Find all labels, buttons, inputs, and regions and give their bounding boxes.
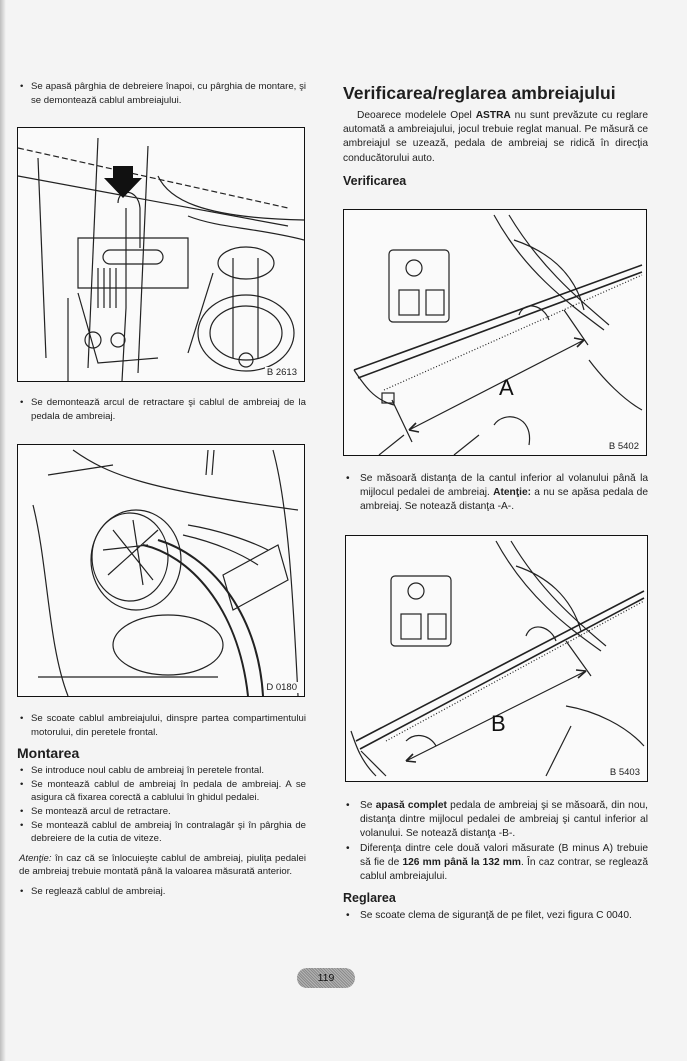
montarea-bullet: • Se montează cablul de ambreiaj în pedala de ambreiaj. A se asigura că fixarea corectă a cablului în ghidul pedalei. xyxy=(19,778,306,805)
bullet-text: • Se apasă pârghia de debreiere înapoi, cu pârghia de montare, şi se demontează cablul ambreiajului. xyxy=(19,80,306,107)
bullet-text: Diferenţa dintre cele două valori măsurate (B minus A) trebuie să fie de xyxy=(360,842,648,868)
left-after-fig2 xyxy=(19,712,306,899)
clutch-lever-illustration xyxy=(18,128,304,381)
measure-distance-a-illustration xyxy=(344,210,646,455)
right-after-fig3 xyxy=(343,472,648,515)
page-binding-shadow xyxy=(0,0,6,1061)
bullet-measure-b xyxy=(343,799,648,842)
bullet-measure-a xyxy=(343,472,648,515)
dimension-label-a: A xyxy=(499,375,514,400)
right-after-fig4 xyxy=(343,799,648,923)
figure-b2613 xyxy=(17,127,305,382)
figure-label: B 5402 xyxy=(608,441,639,452)
final-bullet: • Se reglează cablul de ambreiaj. xyxy=(19,885,306,899)
bullet-difference xyxy=(343,842,648,885)
atentie-bold: Atenţie: xyxy=(493,487,532,499)
reglarea-bullet: • Se scoate clema de siguranţă de pe filet, vezi figura C 0040. xyxy=(343,909,648,923)
figure-d0180 xyxy=(17,444,305,697)
bullet-text-cont: pedala de ambreiaj şi se măsoară, din nou, distanţa dintre mijlocul pedalei de ambreiaj şi cantul inferior al volanului. Se notează distanţa -B-. xyxy=(360,800,648,840)
bold-text: apasă complet xyxy=(375,800,447,811)
montarea-bullet: • Se introduce noul cablu de ambreiaj în peretele frontal. xyxy=(19,764,306,778)
montarea-bullet: • Se montează arcul de retractare. xyxy=(19,805,306,819)
figure-label: D 0180 xyxy=(266,682,297,693)
cable-firewall-illustration xyxy=(18,445,304,696)
bullet-text: Se xyxy=(360,800,376,811)
measure-distance-b-illustration xyxy=(346,536,647,781)
page-number: 119 xyxy=(297,968,355,988)
figure-label: B 5403 xyxy=(609,767,640,778)
figure-b5402 xyxy=(343,209,647,456)
section-title: Verificarea/reglarea ambreiajului xyxy=(343,83,616,103)
bullet-text-cont: . În caz contrar, se reglează cablul ambreiajului. xyxy=(360,856,649,883)
montarea-bullet: • Se montează cablul de ambreiaj în contralagăr şi în pârghia de debreiere de la cutia de viteze. xyxy=(19,819,306,846)
left-intro xyxy=(19,80,306,107)
intro-paragraph xyxy=(343,109,648,166)
model-name: ASTRA xyxy=(475,110,511,121)
figure-label: B 2613 xyxy=(266,367,297,378)
reglarea-heading: Reglarea xyxy=(343,891,396,906)
bullet-text: • Se scoate cablul ambreiajului, dinspre partea compartimentului motorului, din peretele frontal. xyxy=(19,712,306,739)
atentie-text: în caz că se înlocuieşte cablul de ambreiaj, piuliţa pedalei de ambreiaj trebuie montată până la valoarea măsurată anterior. xyxy=(19,852,306,878)
atentie-label: Atenţie: xyxy=(19,852,52,864)
bullet-text-cont: a nu se apăsa pedala de ambreiaj. Se notează distanţa -A-. xyxy=(360,487,649,513)
bullet-text: Se măsoară distanţa de la cantul inferior al volanului până la mijlocul pedalei de ambreiaj. xyxy=(360,473,648,499)
verificarea-heading: Verificarea xyxy=(343,173,407,188)
intro-text: Deoarece modelele Opel xyxy=(357,110,476,121)
montarea-heading: Montarea xyxy=(17,745,80,762)
right-column xyxy=(343,82,648,189)
figure-b5403 xyxy=(345,535,648,782)
dimension-label-b: B xyxy=(491,711,506,736)
tolerance-value: 126 mm până la 132 mm xyxy=(402,856,521,868)
left-after-fig1 xyxy=(19,396,306,423)
intro-text-cont: nu sunt prevăzute cu reglare automată a ambreiajului, jocul trebuie reglat manual. Pe măsură ce ambreiajul se uzează, pedala de ambreiaj se ridică în direcţia conducătorului auto. xyxy=(343,110,648,164)
bullet-text: • Se demontează arcul de retractare şi cablul de ambreiaj de la pedala de ambreiaj. xyxy=(19,396,306,423)
atentie-note xyxy=(19,852,306,879)
